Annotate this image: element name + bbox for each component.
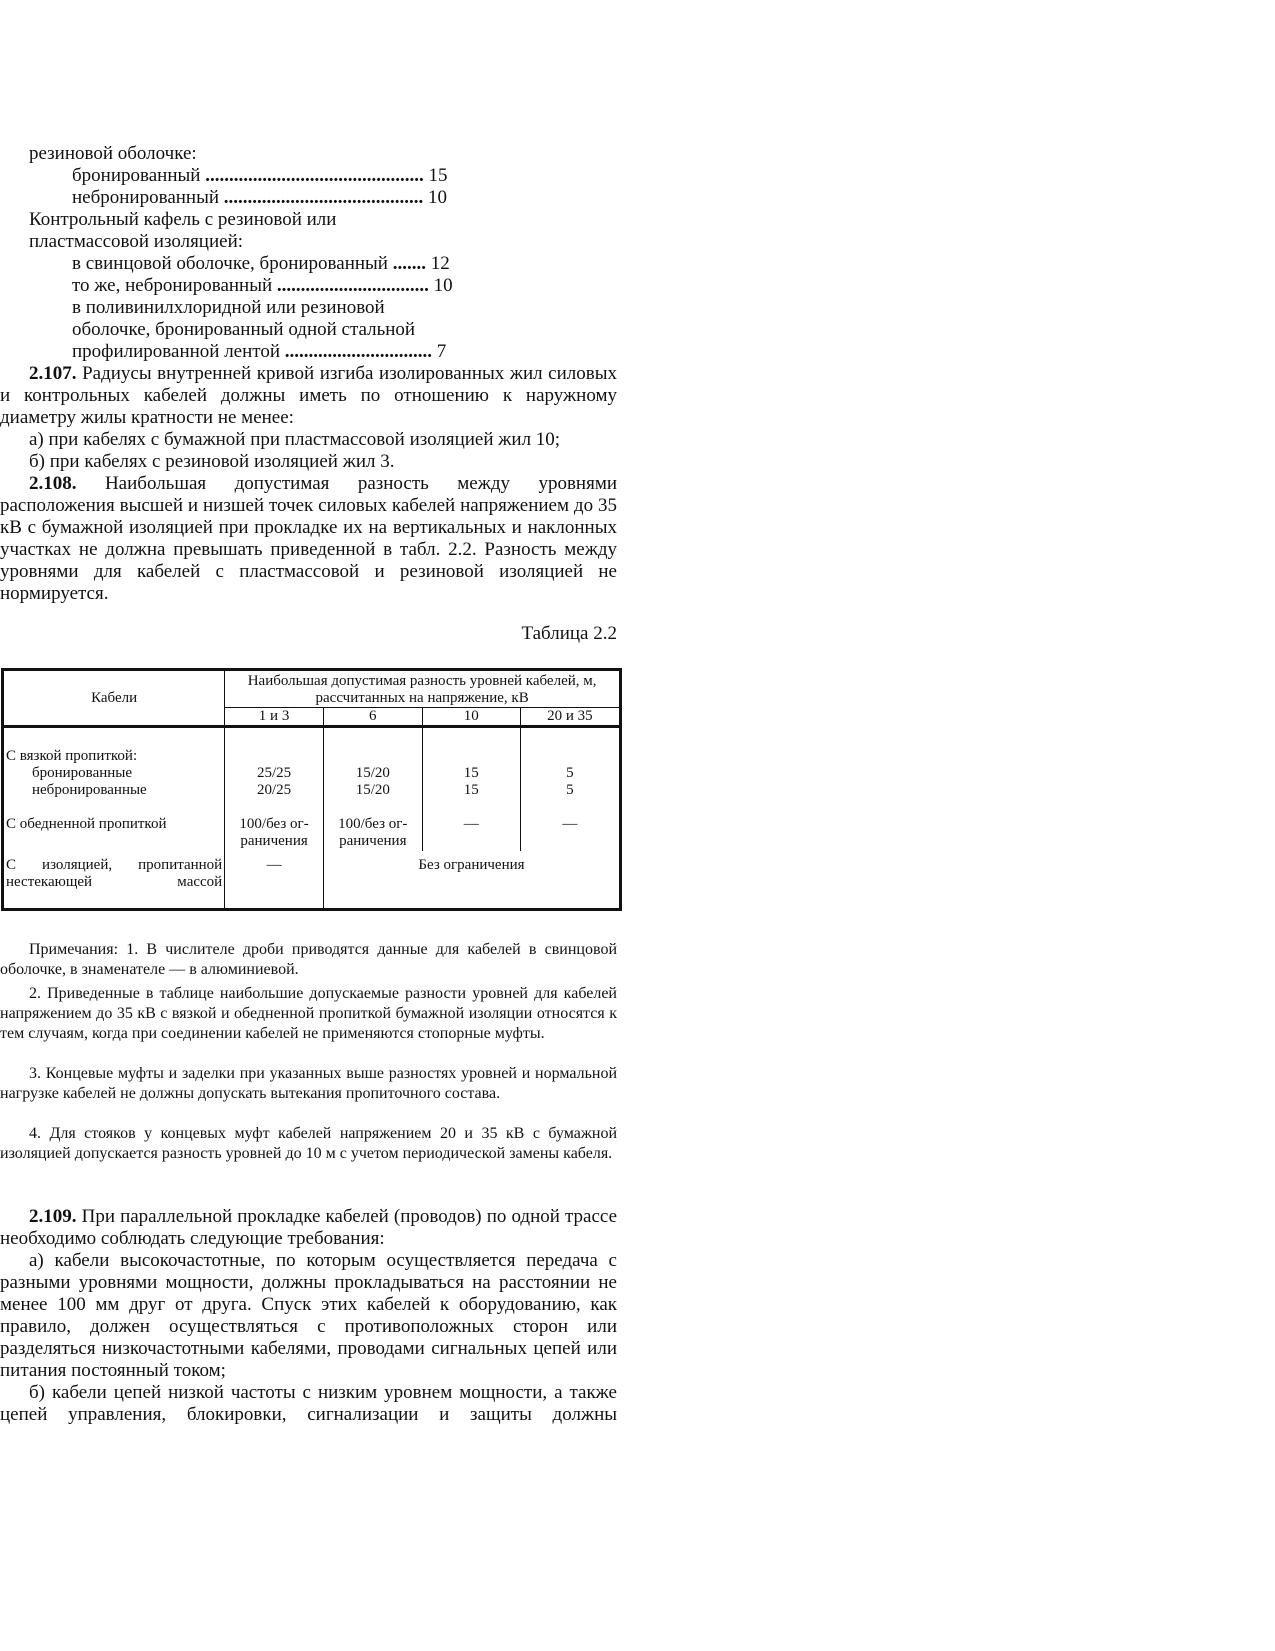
table-caption: Таблица 2.2 bbox=[521, 623, 617, 644]
note-4: 4. Для стояков у концевых муфт кабелей напряжением 20 и 35 кВ с бумажной изоляцией допускается разность уровней до 10 м с учетом периодической замены кабеля. bbox=[0, 1125, 617, 1162]
row-label-armored: бронированные bbox=[3, 765, 225, 782]
note-1: Примечания: 1. В числителе дроби приводятся данные для кабелей в свинцовой оболочке, в знаменателе — в алюминиевой. bbox=[0, 941, 617, 978]
column-header: 6 bbox=[323, 708, 422, 727]
note-2: 2. Приведенные в таблице наибольшие допускаемые разности уровней для кабелей напряжением до 35 кВ с вязкой и обедненной пропиткой бумажной изоляции относятся к тем случаям, когда при соединении кабелей не применяются стопорные муфты. bbox=[0, 985, 617, 1042]
list-item-pvc-1: в поливинилхлоридной или резиновой bbox=[72, 297, 385, 318]
table-cell: 100/без ог-раничения bbox=[225, 799, 324, 851]
table-cell: 5 bbox=[520, 765, 620, 782]
column-header: 1 и 3 bbox=[225, 708, 324, 727]
table-cell: — bbox=[520, 799, 620, 851]
list-item-rubber-armored: бронированный .............................................. 15 bbox=[72, 165, 448, 186]
table-cell: 15/20 bbox=[323, 782, 422, 799]
row-label-unarmored: небронированные bbox=[3, 782, 225, 799]
row-label-nondrip: С изоляцией, пропитанной нестекающей массой bbox=[3, 851, 225, 909]
section-2-108: 2.108. Наибольшая допустимая разность между уровнями расположения высшей и низшей точек силовых кабелей напряжением до 35 кВ с бумажной изоляцией при прокладке их на вертикальных и наклонных участках не должна превышать приведенной в табл. 2.2. Разность между уровнями для кабелей с пластмассовой и резиновой изоляцией не нормируется. bbox=[0, 473, 618, 604]
column-header: 20 и 35 bbox=[520, 708, 620, 727]
table-cell-merged: Без ограничения bbox=[323, 851, 620, 909]
list-heading-control-2: пластмассовой изоляцией: bbox=[29, 231, 244, 252]
section-2-107-item-b: б) при кабелях с резиновой изоляцией жил 3. bbox=[29, 451, 395, 472]
header-cables: Кабели bbox=[3, 670, 225, 727]
section-2-107-item-a: а) при кабелях с бумажной при пластмассовой изоляцией жил 10; bbox=[29, 429, 561, 450]
table-cell: 15/20 bbox=[323, 765, 422, 782]
list-item-pvc-3: профилированной лентой ............................... 7 bbox=[72, 341, 447, 362]
list-item-control-lead: в свинцовой оболочке, бронированный ....... 12 bbox=[72, 253, 450, 274]
section-number: 2.107. bbox=[29, 363, 77, 384]
section-number: 2.109. bbox=[29, 1206, 77, 1227]
table-cell: — bbox=[225, 851, 324, 909]
list-item-rubber-unarmored: небронированный .......................................... 10 bbox=[72, 187, 448, 208]
table-cell: 15 bbox=[422, 765, 520, 782]
table-cell: 20/25 bbox=[225, 782, 324, 799]
table-cell: 100/без ог-раничения bbox=[323, 799, 422, 851]
column-header: 10 bbox=[422, 708, 520, 727]
list-item-pvc-2: оболочке, бронированный одной стальной bbox=[72, 319, 416, 340]
table-cell: 5 bbox=[520, 782, 620, 799]
header-group: Наибольшая допустимая разность уровней кабелей, м, рассчитанных на напряжение, кВ bbox=[225, 670, 621, 708]
list-heading-rubber: резиновой оболочке: bbox=[29, 143, 197, 164]
section-2-109-item-b: б) кабели цепей низкой частоты с низким уровнем мощности, а также цепей управления, блокировки, сигнализации и защиты должны bbox=[0, 1382, 617, 1425]
table-cell: 15 bbox=[422, 782, 520, 799]
section-2-109-item-a: а) кабели высокочастотные, по которым осуществляется передача с разными уровнями мощности, должны прокладываться на расстоянии не менее 100 мм друг от друга. Спуск этих кабелей к оборудованию, как правило, должен осуществляться с противоположных сторон или разделяться низкочастотными кабелями, проводами сигнальных цепей или питания постоянный током; bbox=[0, 1250, 617, 1381]
section-2-109: 2.109. При параллельной прокладке кабелей (проводов) по одной трассе необходимо соблюдать следующие требования: bbox=[0, 1206, 618, 1249]
section-2-107: 2.107. Радиусы внутренней кривой изгиба изолированных жил силовых и контрольных кабелей должны иметь по отношению к наружному диаметру жилы кратности не менее: bbox=[0, 363, 617, 428]
row-viscous-title: С вязкой пропиткой: bbox=[3, 727, 225, 766]
section-number: 2.108. bbox=[29, 473, 77, 494]
note-3: 3. Концевые муфты и заделки при указанных выше разностях уровней и нормальной нагрузке кабелей не должны допускать вытекания пропиточного состава. bbox=[0, 1065, 617, 1102]
table-2-2 bbox=[1, 668, 622, 911]
table-cell: 25/25 bbox=[225, 765, 324, 782]
list-item-control-unarmored: то же, небронированный ................................ 10 bbox=[72, 275, 453, 296]
list-heading-control-1: Контрольный кафель с резиновой или bbox=[29, 209, 337, 230]
row-label-depleted: С обедненной пропиткой bbox=[3, 799, 225, 851]
table-cell: — bbox=[422, 799, 520, 851]
